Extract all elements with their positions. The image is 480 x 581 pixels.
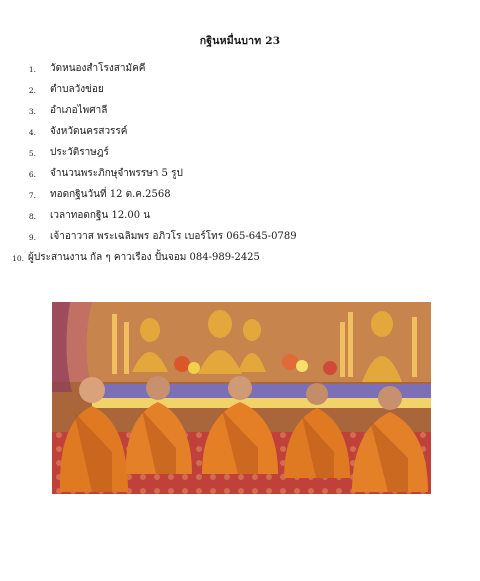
item-number: 2.: [28, 86, 36, 95]
item-text: จังหวัดนครสวรรค์: [50, 126, 128, 137]
photo-illustration: [52, 302, 431, 494]
item-text: เวลาทอดกฐิน 12.00 น: [50, 210, 151, 221]
item-number: 7.: [28, 191, 36, 200]
item-number: 1.: [28, 65, 36, 74]
item-number: 10.: [12, 254, 24, 263]
item-text: อำเภอไพศาลี: [50, 105, 108, 116]
item-text: ผู้ประสานงาน กัล ๆ คาวเรือง ปั้นจอม 084-989-2425: [28, 252, 260, 263]
item-number: 5.: [28, 149, 36, 158]
item-text: ประวัติราษฎร์: [50, 147, 109, 158]
item-text: ทอดกฐินวันที่ 12 ต.ค.2568: [50, 189, 171, 200]
item-text: จำนวนพระภิกษุจำพรรษา 5 รูป: [50, 168, 183, 179]
monks-photo: [52, 302, 431, 494]
item-number: 6.: [28, 170, 36, 179]
item-text: วัดหนองสำโรงสามัคคี: [50, 63, 146, 74]
item-number: 3.: [28, 107, 36, 116]
item-text: เจ้าอาวาส พระเฉลิมพร อภิวโร เบอร์โทร 065-645-0789: [50, 231, 297, 242]
item-text: ตำบลวังข่อย: [50, 84, 104, 95]
page-title: กฐินหมื่นบาท 23: [199, 35, 281, 47]
item-number: 8.: [28, 212, 36, 221]
item-number: 9.: [28, 233, 36, 242]
item-number: 4.: [28, 128, 36, 137]
